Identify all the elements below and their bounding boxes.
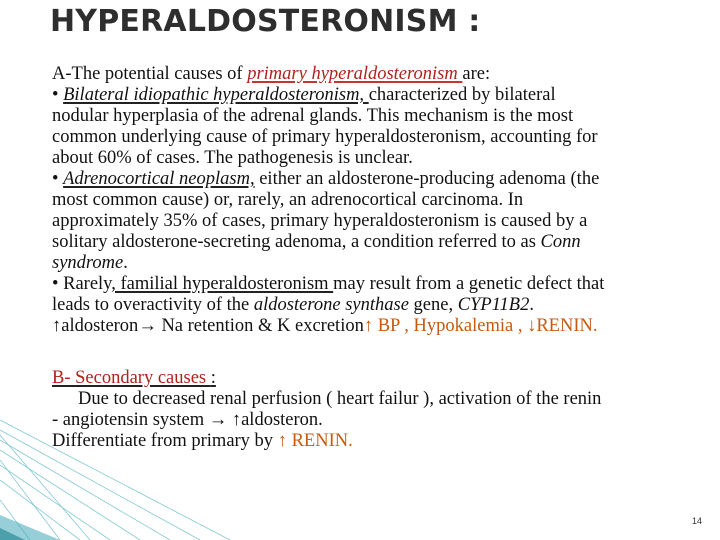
- section-gap: [52, 337, 716, 368]
- secondary-causes-heading: B- Secondary causes: [52, 368, 211, 388]
- aldosterone-synthase-term: aldosterone synthase: [253, 295, 409, 315]
- bullet2-line4: [52, 232, 716, 253]
- section-b-line1: Due to decreased renal perfusion ( heart failur ), activation of the renin: [78, 389, 602, 409]
- right-arrow-icon: →: [138, 316, 157, 336]
- primary-hyperaldosteronism-term: primary hyperaldosteronism: [247, 64, 463, 84]
- effects-line: [52, 316, 716, 337]
- effects-highlight: BP , Hypokalemia ,: [373, 316, 528, 336]
- up-arrow-icon: ↑: [52, 316, 62, 336]
- bullet2-line3: approximately 35% of cases, primary hyperaldosteronism is caused by a: [52, 211, 588, 231]
- bullet-marker: •: [52, 85, 64, 105]
- page-title: HYPERALDOSTERONISM :: [50, 4, 481, 39]
- bullet-marker: • Rarely: [52, 274, 112, 294]
- up-arrow-icon: ↑: [363, 316, 374, 336]
- heading-colon: :: [210, 368, 216, 388]
- right-arrow-icon: →: [208, 410, 228, 430]
- section-b-text: Differentiate from primary by: [52, 431, 278, 451]
- bullet1-line3: common underlying cause of primary hyperaldosteronism, accounting for: [52, 127, 598, 147]
- bullet2-text: either an aldosterone-producing adenoma (the: [254, 169, 600, 189]
- bullet2-text: solitary aldosterone-secreting adenoma, a condition referred to as: [52, 232, 541, 252]
- effects-text: aldosteron: [61, 316, 139, 336]
- slide-body: [52, 64, 716, 452]
- bullet3-line1: [52, 274, 716, 295]
- bilateral-idiopathic-term: Bilateral idiopathic hyperaldosteronism,: [63, 85, 369, 105]
- bullet1-text: characterized by bilateral: [368, 85, 556, 105]
- gene-term: CYP11B2: [457, 295, 530, 315]
- intro-line: [52, 64, 716, 85]
- up-arrow-icon: ↑: [277, 431, 287, 451]
- effects-text: Na retention & K excretion: [156, 316, 364, 336]
- down-arrow-icon: ↓: [527, 316, 537, 336]
- period: .: [529, 295, 534, 315]
- section-b-text: - angiotensin system: [52, 410, 209, 430]
- bullet1-line4: about 60% of cases. The pathogenesis is unclear.: [52, 148, 413, 168]
- adrenocortical-neoplasm-term: Adrenocortical neoplasm,: [63, 169, 255, 189]
- conn-term: Conn: [540, 232, 581, 252]
- bullet2-line2: most common cause) or, rarely, an adrenocortical carcinoma. In: [52, 190, 524, 210]
- syndrome-term: syndrome: [52, 253, 124, 273]
- bullet3-text: gene,: [408, 295, 458, 315]
- intro-suffix: are:: [462, 64, 491, 84]
- section-b-heading: [52, 368, 716, 389]
- bullet3-text: may result from a genetic defect that: [333, 274, 605, 294]
- up-arrow-icon: ↑: [227, 410, 242, 430]
- bullet3-line2: [52, 295, 716, 316]
- period: .: [123, 253, 128, 273]
- familial-hyperaldosteronism-term: , familial hyperaldosteronism: [111, 274, 334, 294]
- renin-text: RENIN.: [536, 316, 598, 336]
- intro-text: A-The potential causes of: [52, 64, 248, 84]
- section-b-text: aldosteron.: [241, 410, 323, 430]
- bullet2-line1: [52, 169, 716, 190]
- page-number: 14: [691, 516, 702, 526]
- bullet2-line5: [52, 253, 716, 274]
- bullet1-line1: [52, 85, 716, 106]
- bullet1-line2: nodular hyperplasia of the adrenal glands. This mechanism is the most: [52, 106, 574, 126]
- bullet3-text: leads to overactivity of the: [52, 295, 254, 315]
- corner-decoration-icon: [0, 420, 240, 540]
- renin-text: RENIN.: [286, 431, 353, 451]
- bullet-marker: •: [52, 169, 64, 189]
